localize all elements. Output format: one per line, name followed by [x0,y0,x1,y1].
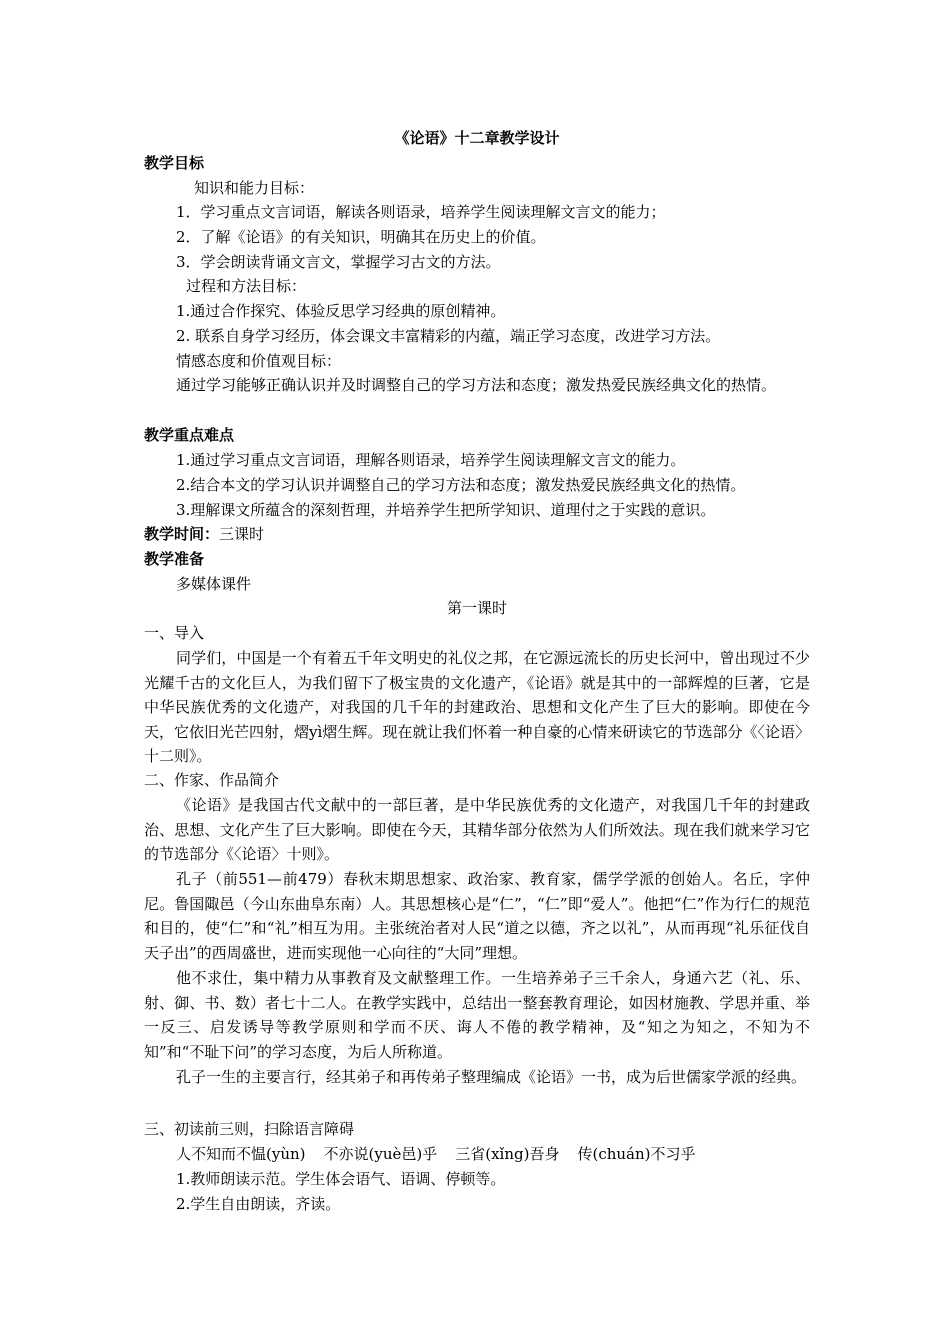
lesson-title: 第一课时 [446,599,507,617]
teaching-time-heading: 教学时间： [144,525,220,543]
process-heading: 过程和方法目标： [186,277,307,295]
process-item: 2. 联系自身学习经历，体会课文丰富精彩的内蕴，端正学习态度，改进学习方法。 [176,327,721,345]
document-title: 《论语》十二章教学设计 [394,129,560,147]
confucius-paragraph: 孔子（前551—前479）春秋末期思想家、政治家、教育家，儒学学派的创始人。名丘，字仲尼。鲁国陬邑（今山东曲阜东南）人。其思想核心是“仁”，“仁”即“爱人”。他把“仁”作为行仁的规范和目的，使“仁”和“礼”相互为用。主张统治者对人民“道之以德，齐之以礼”，从而再现“礼乐征伐自天子出”的西周盛世，进而实现他一心向往的“大同”理想。 [144,870,810,962]
prep-value: 多媒体课件 [176,575,252,593]
reading-step: 2.学生自由朗读，齐读。 [176,1195,341,1213]
key-point-item: 3.理解课文所蕴含的深刻哲理，并培养学生把所学知识、道理付之于实践的意识。 [176,501,716,519]
vocabulary-row [176,1144,842,1164]
emotion-heading: 情感态度和价值观目标： [176,352,342,370]
objectives-heading: 教学目标 [144,154,205,172]
key-point-item: 2.结合本文的学习认识并调整自己的学习方法和态度；激发热爱民族经典文化的热情。 [176,476,746,494]
vocabulary-word: 不亦说(yuè邑)乎 [323,1145,438,1163]
process-item: 1.通过合作探究、体验反思学习经典的原创精神。 [176,302,506,320]
emotion-text: 通过学习能够正确认识并及时调整自己的学习方法和态度；激发热爱民族经典文化的热情。 [176,376,777,394]
intro-paragraph: 同学们，中国是一个有着五千年文明史的礼仪之邦，在它源远流长的历史长河中，曾出现过不少光耀千古的文化巨人，为我们留下了极宝贵的文化遗产，《论语》就是其中的一部辉煌的巨著，它是中华民族优秀的文化遗产，对我国的几千年的封建政治、思想和文化产生了巨大的影响。即使在今天，它依旧光芒四射，熠yì熠生辉。现在就让我们怀着一种自豪的心情来研读它的节选部分《〈论语〉十二则》。 [144,649,810,765]
section-heading: 二、作家、作品简介 [144,771,280,789]
knowledge-item: 2．了解《论语》的有关知识，明确其在历史上的价值。 [176,228,546,246]
prep-heading: 教学准备 [144,550,205,568]
key-point-item: 1.通过学习重点文言词语，理解各则语录，培养学生阅读理解文言文的能力。 [176,451,686,469]
knowledge-item: 1．学习重点文言词语，解读各则语录，培养学生阅读理解文言文的能力； [176,203,666,221]
teaching-time [144,524,810,544]
vocabulary-word: 人不知而不愠(yùn) [176,1145,306,1163]
section-heading: 一、导入 [144,624,205,642]
section-heading: 三、初读前三则，扫除语言障碍 [144,1120,355,1138]
knowledge-heading: 知识和能力目标： [194,179,315,197]
teaching-time-value: 三课时 [219,525,265,543]
analects-paragraph: 孔子一生的主要言行，经其弟子和再传弟子整理编成《论语》一书，成为后世儒家学派的经典。 [176,1068,807,1086]
vocabulary-word: 传(chuán)不习乎 [577,1145,696,1163]
works-paragraph: 《论语》是我国古代文献中的一部巨著，是中华民族优秀的文化遗产，对我国几千年的封建政治、思想、文化产生了巨大影响。即使在今天，其精华部分依然为人们所效法。现在我们就来学习它的节选部分《〈论语〉十则》。 [144,796,810,863]
knowledge-item: 3．学会朗读背诵文言文，掌握学习古文的方法。 [176,253,501,271]
vocabulary-word: 三省(xǐng)吾身 [455,1145,560,1163]
reading-step: 1.教师朗读示范。学生体会语气、语调、停顿等。 [176,1170,506,1188]
teaching-paragraph: 他不求仕，集中精力从事教育及文献整理工作。一生培养弟子三千余人，身通六艺（礼、乐、射、御、书、数）者七十二人。在教学实践中，总结出一整套教育理论，如因材施教、学思并重、举一反三、启发诱导等教学原则和学而不厌、诲人不倦的教学精神，及“知之为知之，不知为不知”和“不耻下问”的学习态度，为后人所称道。 [144,969,810,1061]
key-points-heading: 教学重点难点 [144,426,235,444]
